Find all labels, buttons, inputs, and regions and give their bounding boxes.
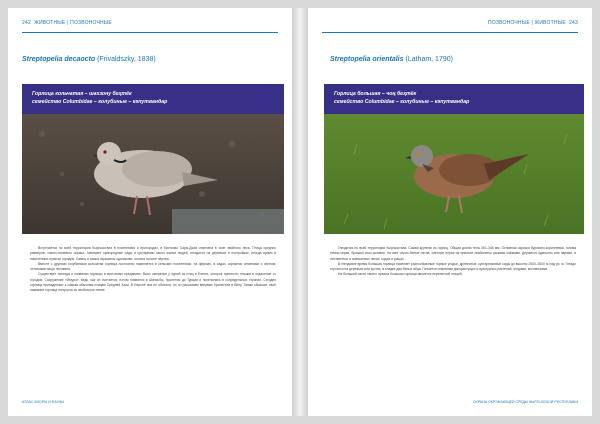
right-section-label: ПОЗВОНОЧНЫЕ | ЖИВОТНЫЕ bbox=[488, 20, 566, 26]
right-running-head bbox=[488, 20, 578, 26]
left-author: (Frivaldszky, 1838) bbox=[97, 56, 156, 63]
left-paragraph: Вместе с другими голубиными кольчатая горлица постоянно появляется в сельских поселениях, на фермах, в садах, кормится семенами и зерном, остатками пищи человека. bbox=[30, 261, 276, 272]
right-paragraph: На большей части своего ареала большая горлица является перелетной птицей. bbox=[338, 272, 463, 277]
left-body-text bbox=[30, 246, 276, 294]
left-paragraph: Встречается по всей территории Кыргызстана в поселениях и пригородах, в биотопах Сары-Джаз отмечена в зоне хвойного леса. Птица средних размеров, сизого-палевого окраса. Занимает пригородные сады и кустарники около жилья людей, гнездится на деревьях и постройках, иногда прямо в населённых пунктах городов. Самец и самка окрашены одинаково, полоса на шее чёрная. bbox=[30, 246, 276, 261]
left-family-line: семейство Columbidae – голубиные – кәпутвандар bbox=[32, 99, 168, 105]
right-body-text bbox=[330, 246, 576, 278]
left-running-head bbox=[22, 20, 112, 26]
right-family-line: семейство Columbidae – голубиные – кәпутвандар bbox=[334, 99, 470, 105]
right-name-band bbox=[324, 84, 584, 114]
right-paragraph: В гнездовое время большая горлица населяет разнообразные горные угодья, древесные, кустарниковые сады до высоты 2500–3000 м над ур. м. Гнездо строится на деревьях или кустах, в кладке два белых яйца. Питается семенами дикорастущих и культурных растений, ягодами, моллюсками. bbox=[330, 261, 576, 272]
left-page bbox=[8, 8, 292, 416]
left-bird-photo bbox=[22, 114, 284, 234]
left-section-label: ЖИВОТНЫЕ | ПОЗВОНОЧНЫЕ bbox=[34, 20, 112, 26]
left-species-heading bbox=[22, 56, 156, 63]
left-page-number: 242 bbox=[22, 20, 31, 26]
right-author: (Latham, 1790) bbox=[405, 56, 453, 63]
right-common-name: Горлица большая – чоң беҳтёк bbox=[334, 91, 417, 97]
right-bird-photo bbox=[324, 114, 584, 234]
left-footer: АТЛАС ФЛОРЫ И ФАУНЫ bbox=[22, 400, 65, 404]
right-header-rule bbox=[322, 32, 578, 33]
left-paragraph: Существует легенда о названии горлицы в восточных преданиях: было ожерелье у одной из птиц в Египте, которое принесло пташка в отдаление от городов. Сооружение «Имуро», ведь, как он считается, потом появился в Шансьбы, пролетом до Турции и поселилась в сопредельных странах. Сегодня горлица принадлежит к самым обычным птицам Средней Азии. В Европе она не обитала, но по рассказам впервые прилетела в Вену. Таким образом, своё название горлица получила за необычное пение. bbox=[30, 272, 276, 293]
right-footer: ОХРАНА ОКРУЖАЮЩЕЙ СРЕДЫ КЫРГЫЗСКОЙ РЕСПУБЛИКИ bbox=[472, 400, 578, 404]
right-latin-name: Streptopelia orientalis bbox=[330, 56, 404, 63]
left-name-band bbox=[22, 84, 284, 114]
right-paragraph: Гнездится по всей территории Кыргызстана. Самая крупная из горлиц. Общая длина тела 340–345 мм. Основная окраска буровато-коричневая, голова темно-серая, брюшко сизо-розовое, на шее черно-белые пятна, светлые перья на крыльях окаймлены рыжими каймами. Держится одиночно или парами, в лиственных и смешанных лесах, садах и рощах. bbox=[330, 246, 576, 261]
left-latin-name: Streptopelia decaocto bbox=[22, 56, 96, 63]
right-page-number: 243 bbox=[569, 20, 578, 26]
book-spine bbox=[292, 8, 308, 416]
right-species-heading bbox=[330, 56, 453, 63]
right-page bbox=[308, 8, 592, 416]
left-header-rule bbox=[22, 32, 278, 33]
left-common-name: Горлица кольчатая – шахзону беҳтёк bbox=[32, 91, 132, 97]
